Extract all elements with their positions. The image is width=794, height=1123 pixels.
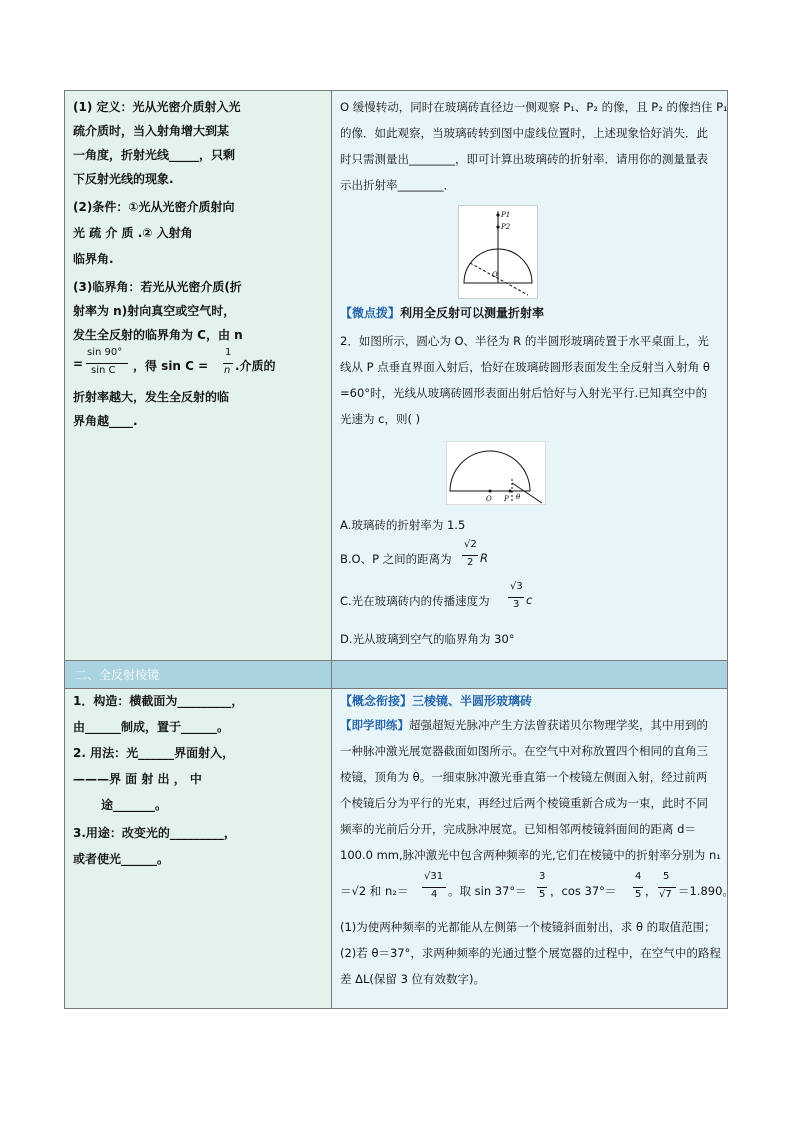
s2-right-line: 一种脉冲激光展宽器截面如图所示。在空气中对称放置四个相同的直角三 [340, 744, 708, 758]
tip-text: 利用全反射可以测量折射率 [400, 306, 545, 320]
label-p2: P2 [501, 223, 511, 231]
s1-question-line: =60°时，光线从玻璃砖圆形表面出射后恰好与入射光平行.已知真空中的 [340, 386, 708, 400]
pin-p1 [496, 213, 499, 216]
s1-right-line: 的像．如此观察，当玻璃砖转到图中虚线位置时，上述现象恰好消失．此 [340, 126, 708, 140]
fraction-numerator: √3 [510, 581, 523, 592]
pin-p2 [496, 225, 499, 228]
s2-left-line: 3.用途：改变光的_________， [73, 826, 236, 840]
fraction-denominator: sin C [91, 365, 116, 376]
s1-question-line: 光速为 c，则( ) [340, 412, 421, 426]
s2-right-line: 个棱镜后分为平行的光束，再经过后两个棱镜重新合成为一束，此时不同 [340, 796, 708, 810]
s1-left-line: (2)条件：①光从光密介质射向 [73, 200, 235, 214]
option-a: A.玻璃砖的折射率为 1.5 [340, 518, 466, 532]
label-theta: θ [516, 493, 521, 501]
s2-left-line: 1．构造：横截面为_________， [73, 694, 244, 708]
s1-left-line: (3)临界角：若光从光密介质(折 [73, 280, 242, 294]
fraction-numerator: sin 90° [87, 347, 123, 358]
s1-left-line: 临界角. [73, 252, 114, 266]
fraction-numerator: 5 [663, 871, 670, 882]
label-p: P [504, 495, 509, 503]
s2-left-line: 由______制成，置于______。 [73, 720, 230, 734]
s2-left-line: 或者使光______。 [73, 852, 170, 866]
s2-right-line: 差 ΔL(保留 3 位有效数字)。 [340, 972, 486, 986]
fraction-numerator: √2 [464, 539, 477, 550]
s2-left-line: ———界 面 射 出 ， 中 [73, 772, 202, 786]
point-p [509, 490, 512, 493]
s1-left-line: 疏介质时，当入射角增大到某 [73, 124, 230, 138]
fraction-bar [537, 887, 547, 888]
section2-title: 二、全反射棱镜 [75, 668, 160, 682]
fraction-numerator: √31 [424, 871, 444, 882]
practice-tag: 【即学即练】 [340, 718, 409, 732]
tip-line [340, 301, 544, 325]
fraction-numerator: 3 [539, 871, 546, 882]
s2-right-line: (2)若 θ＝37°，求两种频率的光通过整个展宽器的过程中，在空气中的路程 [340, 946, 721, 960]
fraction-denominator: n [224, 365, 231, 376]
label-o: O [492, 271, 498, 279]
label-p1: P1 [501, 211, 511, 219]
tip-title: 【微点拨】 [340, 306, 401, 320]
option-d: D.光从玻璃到空气的临界角为 30° [340, 632, 515, 646]
fraction-bar [462, 555, 478, 556]
s1-left-line: 下反射光线的现象. [73, 172, 174, 186]
concept-link-heading: 【概念衔接】三棱镜、半圆形玻璃砖 [340, 694, 533, 708]
s1-left-line: 一角度，折射光线_____，只剩 [73, 148, 236, 162]
fraction-numerator: 4 [635, 871, 642, 882]
fraction-bar [658, 887, 676, 888]
fraction-denominator: 5 [539, 889, 546, 900]
fraction-bar [508, 597, 524, 598]
fraction-bar [633, 887, 643, 888]
s1-right-line: 时只需测量出________，即可计算出玻璃砖的折射率．请用你的测量量表 [340, 152, 708, 166]
s2-right-line: 100.0 mm,脉冲激光中包含两种频率的光,它们在棱镜中的折射率分别为 n₁ [340, 848, 721, 862]
figure-semicircle-ray [446, 441, 546, 505]
s2-right-line: (1)为使两种频率的光都能从左侧第一个棱镜斜面射出，求 θ 的取值范围； [340, 920, 716, 934]
s1-left-line: 射率为 n)射向真空或空气时， [73, 304, 236, 318]
s1-left-line: 发生全反射的临界角为 C，由 n [73, 328, 243, 342]
fraction-denominator: 4 [431, 889, 438, 900]
fraction-denominator: 5 [635, 889, 642, 900]
s1-left-line: 界角越____. [73, 414, 138, 428]
s1-right-line: O 缓慢转动，同时在玻璃砖直径边一侧观察 P₁、P₂ 的像，且 P₂ 的像挡住 P₁ [340, 100, 728, 114]
s2-left-line: 2. 用法：光______界面射入， [73, 746, 235, 760]
fraction-bar [422, 887, 446, 888]
content-table: 二、全反射棱镜 (1) 定义：光从光密介质射入光 疏介质时，当入射角增大到某 一角度，折射光线_____，只剩 下反射光线的现象. (2)条件：①光从光密介质射向 光 疏 介 质 .② 入射角 临界角. (3)临界角：若光从光密介质(折 射率为 n)射向真空或空气时， 发生全反射的临界角为 C，由 n = sin 90° sin C ，得 sin C = 1 n .介质的 折射率越大，发生全反射的临 界角越____. O 缓慢转动，同时在玻璃砖直径边一侧观察 P₁、P₂ 的像，且 P₂ 的像挡住 P₁ 的像．如此观察，当玻璃砖转到图中虚线位置时，上述现象恰好消失．此 时只需测量出________，即可计算出玻璃砖的折射率．请用你的测量量表 示出折射率________． P1 P2 O 【微点拨】利用全反射可以测量折射率 2．如图所示，圆心为 O、半径为 R 的半圆形玻璃砖置于水平桌面上，光 线从 P 点垂直界面入射后，恰好在玻璃砖圆形表面发生全反射当入射角 θ =60°时，光线从玻璃砖圆形表面出射后恰好与入射光平行.已知真空中的 光速为 c，则( ) O P θ A.玻璃砖的折射率为 1.5 B.O、P 之间的距离为 √2 2 R C.光在玻璃砖内的传播速度为 √3 3 c D.光从玻璃到空气的临界角为 30° 1．构造：横截面为_________， 由______制成，置于______。 2. 用法：光______界面射入， ———界 面 射 出 ， 中 途_______。 3.用途：改变光的_________， 或者使光______。 【概念衔接】三棱镜、半圆形玻璃砖 【即学即练】超强超短光脉冲产生方法曾获诺贝尔物理学奖，其中用到的 一种脉冲激光展宽器截面如图所示。在空气中对称放置四个相同的直角三 棱镜，顶角为 θ。一细束脉冲激光垂直第一个棱镜左侧面入射，经过前两 个棱镜后分为平行的光束，再经过后两个棱镜重新合成为一束，此时不同 频率的光前后分开，完成脉冲展宽。已知相邻两棱镜斜面间的距离 d＝ 100.0 mm,脉冲激光中包含两种频率的光,它们在棱镜中的折射率分别为 n₁ ＝√2 和 n₂＝ √31 4 。取 sin 37°＝ 3 5 ，cos 37°＝ 4 5 ， 5 √7 ＝1.890。 (1)为使两种频率的光都能从左侧第一个棱镜斜面射出，求 θ 的取值范围； (2)若 θ＝37°，求两种频率的光通过整个展宽器的过程中，在空气中的路程 差 ΔL(保留 3 位有效数字)。 [64, 90, 728, 1009]
row-divider-top [65, 660, 727, 661]
s2-right-line: 棱镜，顶角为 θ。一细束脉冲激光垂直第一个棱镜左侧面入射，经过前两 [340, 770, 708, 784]
figure-semicircle-pins [458, 205, 538, 299]
s1-question-line: 线从 P 点垂直界面入射后，恰好在玻璃砖圆形表面发生全反射当入射角 θ [340, 360, 710, 374]
s1-right-line: 示出折射率________． [340, 178, 455, 192]
fraction-bar [86, 363, 128, 364]
center-o [489, 490, 492, 493]
s1-left-line: 折射率越大，发生全反射的临 [73, 390, 230, 404]
practice-line: 【即学即练】超强超短光脉冲产生方法曾获诺贝尔物理学奖，其中用到的 [340, 718, 708, 732]
label-o: O [486, 495, 492, 503]
s1-left-line: 光 疏 介 质 .② 入射角 [73, 226, 193, 240]
section2-header-band [65, 660, 727, 688]
fraction-denominator: 2 [467, 557, 474, 568]
fraction-denominator: 3 [513, 599, 520, 610]
fraction-denominator: √7 [659, 889, 672, 900]
s1-question-line: 2．如图所示，圆心为 O、半径为 R 的半圆形玻璃砖置于水平桌面上，光 [340, 334, 709, 348]
s1-left-line: (1) 定义：光从光密介质射入光 [73, 100, 241, 114]
column-divider [331, 91, 332, 1008]
s2-left-line: 途_______。 [101, 798, 168, 812]
fraction-numerator: 1 [225, 347, 232, 358]
fraction-bar [223, 363, 233, 364]
s2-right-line: 频率的光前后分开，完成脉冲展宽。已知相邻两棱镜斜面间的距离 d＝ [340, 822, 696, 836]
